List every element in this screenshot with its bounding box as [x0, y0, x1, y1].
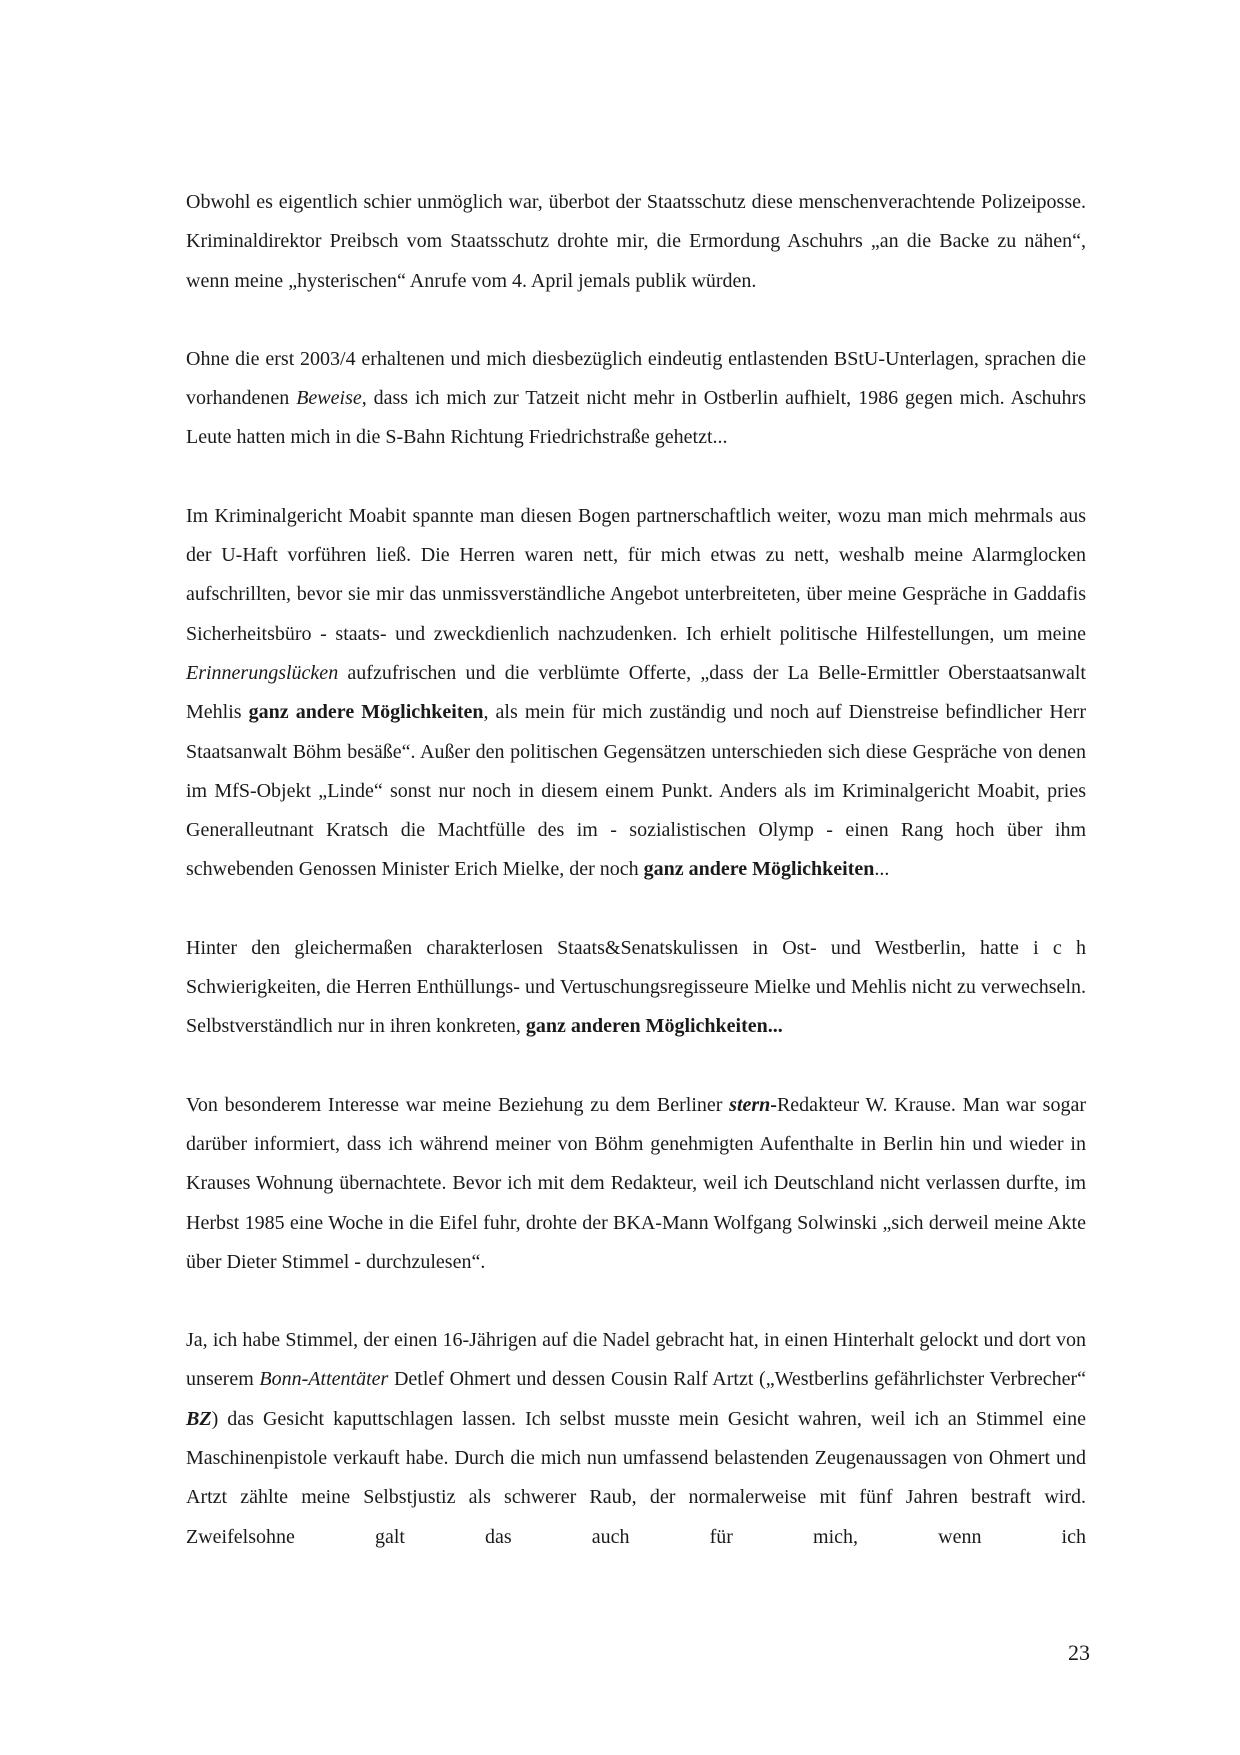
text-segment: , als mein für mich zuständig und noch auf Dienstreise befindlicher Herr Staatsanwalt Böhm besäße“. Außer den politischen Gegensätzen unterschieden sich diese Gespräche von denen im MfS-Objekt „Linde“ sonst nur noch in diesem einem Punkt. Anders als im Kriminalgericht Moabit, pries Generalleutnant Kratsch die Machtfülle des im - sozialistischen Olymp - einen Rang hoch über ihm schwebenden Genossen Minister Erich Mielke, der noch: [186, 701, 1086, 881]
text-segment: Obwohl es eigentlich schier unmöglich war, überbot der Staatsschutz diese menschenverachtende Polizeiposse. Kriminaldirektor Preibsch vom Staatsschutz drohte mir, die Ermordung Aschuhrs „an die Backe zu nähen“, wenn meine „hysterischen“ Anrufe vom 4. April jemals publik würden.: [186, 191, 1086, 292]
text-segment: Detlef Ohmert und dessen Cousin Ralf Artzt („Westberlins gefährlichster Verbrecher“: [388, 1368, 1086, 1391]
text-segment: Ja, ich habe Stimmel, der einen 16-Jährigen auf die Nadel gebracht hat, in einen Hinterhalt gelockt und dort von unserem: [186, 1329, 1086, 1391]
text-segment: Redakteur W. Krause. Man war sogar darüber informiert, dass ich während meiner von Böhm genehmigten Aufenthalte in Berlin hin und wieder in Krauses Wohnung übernachtete. Bevor ich mit dem Redakteur, weil ich Deutschland nicht verlassen durfte, im Herbst 1985 eine Woche in die Eifel fuhr, drohte der BKA-Mann Wolfgang Solwinski „sich derweil meine Akte über Dieter Stimmel - durchzulesen“.: [186, 1093, 1086, 1273]
text-segment: Hinter den gleichermaßen charakterlosen Staats&Senatskulissen in Ost- und Westberlin, hatte i c h Schwierigkeiten, die Herren Enthüllungs- und Vertuschungsregisseure Mielke und Mehlis nicht zu verwechseln. Selbstverständlich nur in ihren konkreten,: [186, 936, 1086, 1038]
text-segment: Im Kriminalgericht Moabit spannte man diesen Bogen partnerschaftlich weiter, wozu man mich mehrmals aus der U-Haft vorführen ließ. Die Herren waren nett, für mich etwas zu nett, weshalb meine Alarmglocken aufschrillten, bevor sie mir das unmissverständliche Angebot unterbreiteten, über meine Gespräche in Gaddafis Sicherheitsbüro - staats- und zweckdienlich nachzudenken. Ich erhielt politische Hilfestellungen, um meine: [186, 504, 1086, 645]
paragraph: [186, 183, 1086, 301]
italic-text-segment: Erinnerungslücken: [186, 661, 339, 684]
bold-text-segment: ganz anderen Möglichkeiten...: [525, 1015, 783, 1038]
italic-text-segment: Bonn-Attentäter: [259, 1368, 389, 1391]
paragraph: [186, 1086, 1086, 1282]
bold-text-segment: ganz andere Möglichkeiten: [248, 701, 484, 724]
bolditalic-text-segment: stern: [729, 1093, 771, 1116]
paragraph: [186, 1321, 1086, 1557]
text-segment: ) das Gesicht kaputtschlagen lassen. Ich selbst musste mein Gesicht wahren, weil ich an Stimmel eine Maschinenpistole verkauft habe. Durch die mich nun umfassend belastenden Zeugenaussagen von Ohmert und Artzt zählte meine Selbstjustiz als schwerer Raub, der normalerweise mit fünf Jahren bestraft wird. Zweifelsohne galt das auch für mich, wenn ich: [186, 1407, 1086, 1548]
text-segment: Ohne die erst 2003/4 erhaltenen und mich diesbezüglich eindeutig entlastenden BStU-Unterlagen, sprachen die vorhandenen: [186, 347, 1086, 410]
text-segment: , dass ich mich zur Tatzeit nicht mehr in Ostberlin aufhielt, 1986 gegen mich. Aschuhrs Leute hatten mich in die S-Bahn Richtung Friedrichstraße gehetzt...: [186, 387, 1086, 449]
text-segment: Von besonderem Interesse war meine Beziehung zu dem Berliner: [186, 1093, 730, 1116]
text-segment: ...: [874, 858, 890, 881]
bold-text-segment: -: [770, 1093, 777, 1116]
page-number: 23: [1068, 1640, 1090, 1665]
italic-text-segment: Beweise: [296, 387, 362, 410]
bolditalic-text-segment: BZ: [186, 1407, 212, 1430]
bold-text-segment: ganz andere Möglichkeiten: [643, 858, 875, 881]
document-body: [186, 183, 1086, 1596]
paragraph: [186, 340, 1086, 458]
paragraph: [186, 497, 1086, 890]
paragraph: [186, 929, 1086, 1047]
text-segment: aufzufrischen und die verblümte Offerte, „dass der La Belle-Ermittler Oberstaatsanwalt Mehlis: [186, 661, 1086, 724]
